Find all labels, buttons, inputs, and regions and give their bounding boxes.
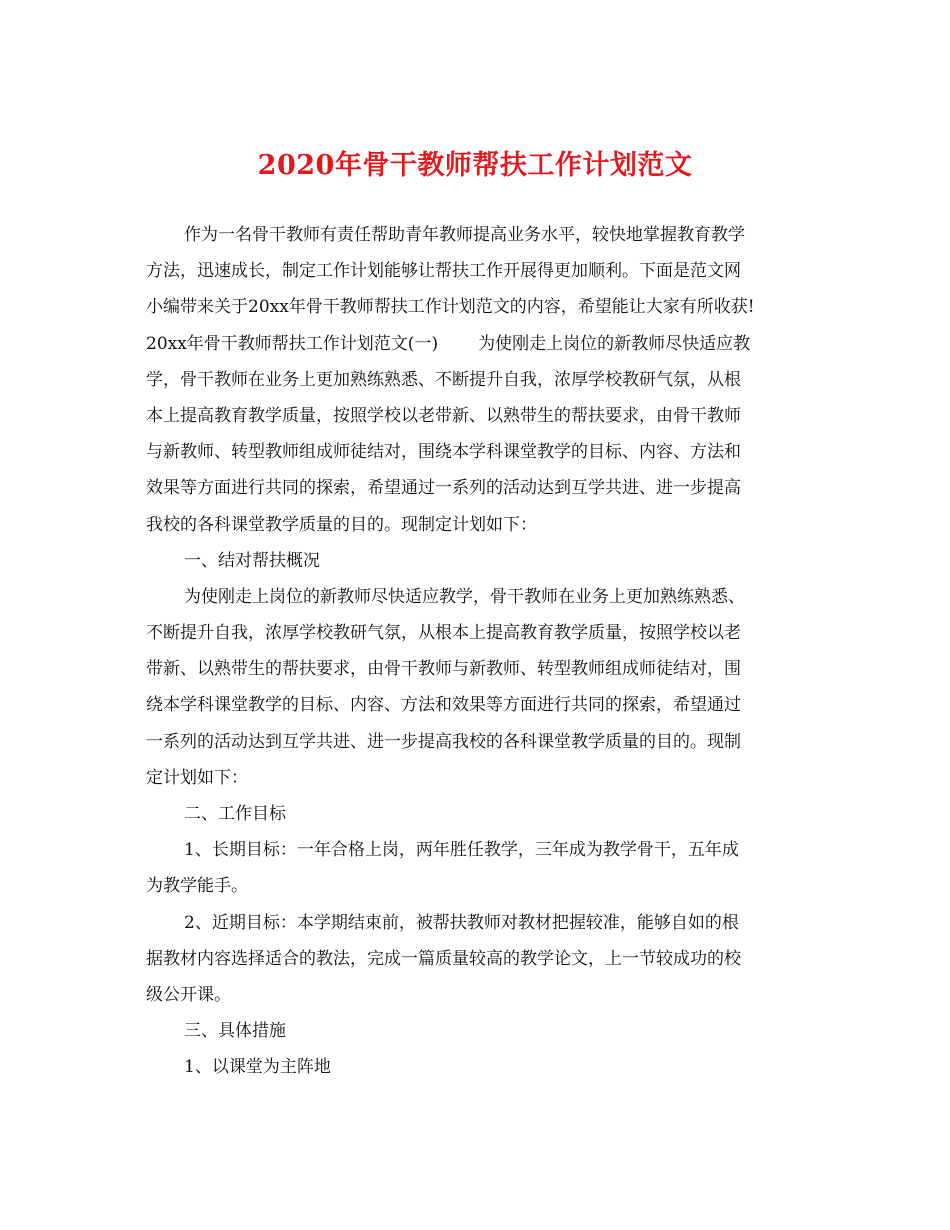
section-subtitle: 20xx年骨干教师帮扶工作计划范文(一) [146,333,439,354]
paragraph-line: 效果等方面进行共同的探索，希望通过一系列的活动达到互学共进、进一步提高 [146,478,741,499]
paragraph-line: 作为一名骨干教师有责任帮助青年教师提高业务水平，较快地掌握教育教学 [184,225,745,245]
subheading-line [146,326,806,362]
paragraph-line: 绕本学科课堂教学的目标、内容、方法和效果等方面进行共同的探索，希望通过 [146,695,741,716]
paragraph-line: 1、以课堂为主阵地 [184,1057,331,1078]
section-heading: 一、结对帮扶概况 [184,550,320,571]
paragraph-text: 为使刚走上岗位的新教师尽快适应教 [478,333,751,354]
paragraph-line: 带新、以熟带生的帮扶要求，由骨干教师与新教师、转型教师组成师徒结对，围 [146,659,741,680]
paragraph-line: 方法，迅速成长，制定工作计划能够让帮扶工作开展得更加顺利。下面是范文网 [146,261,741,282]
paragraph-line: 级公开课。 [146,984,231,1005]
paragraph-line: 2、近期目标：本学期结束前，被帮扶教师对教材把握较准，能够自如的根 [184,912,739,933]
paragraph-line: 不断提升自我，浓厚学校教研气氛，从根本上提高教育教学质量，按照学校以老 [146,623,741,644]
paragraph-line: 与新教师、转型教师组成师徒结对，围绕本学科课堂教学的目标、内容、方法和 [146,442,741,463]
paragraph-line: 一系列的活动达到互学共进、进一步提高我校的各科课堂教学质量的目的。现制 [146,731,741,752]
paragraph-line: 我校的各科课堂教学质量的目的。现制定计划如下： [146,514,537,535]
document-title: 2020年骨干教师帮扶工作计划范文 [257,150,693,181]
section-heading: 二、工作目标 [184,804,286,824]
paragraph-line: 定计划如下： [146,767,248,788]
paragraph-line: 学，骨干教师在业务上更加熟练熟悉、不断提升自我，浓厚学校教研气氛，从根 [146,369,741,390]
paragraph-line: 为教学能手。 [146,876,248,897]
section-heading: 三、具体措施 [184,1021,286,1042]
paragraph-line: 本上提高教育教学质量，按照学校以老带新、以熟带生的帮扶要求，由骨干教师 [146,405,741,426]
document-body [146,217,806,1086]
paragraph-line: 据教材内容选择适合的教法，完成一篇质量较高的教学论文，上一节较成功的校 [146,948,741,969]
paragraph-line: 1、长期目标：一年合格上岗，两年胜任教学，三年成为教学骨干，五年成 [184,840,739,861]
paragraph-line: 小编带来关于20xx年骨干教师帮扶工作计划范文的内容，希望能让大家有所收获! [146,297,755,318]
paragraph-line: 为使刚走上岗位的新教师尽快适应教学，骨干教师在业务上更加熟练熟悉、 [184,586,745,607]
